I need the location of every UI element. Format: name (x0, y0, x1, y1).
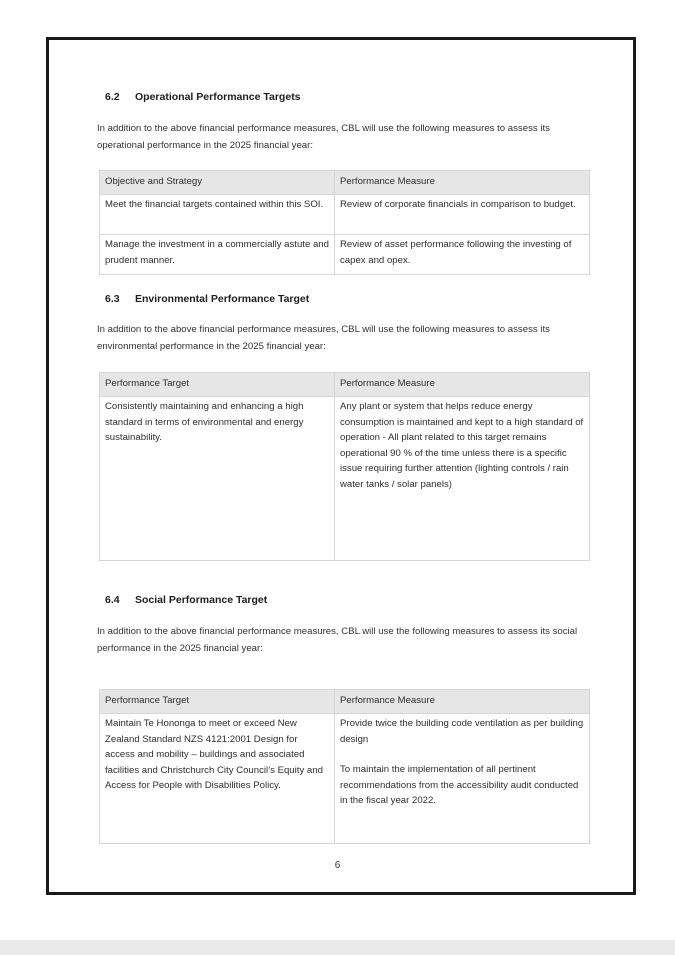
table-header-row (100, 690, 590, 714)
table-cell: Review of asset performance following the investing of capex and opex. (335, 235, 590, 275)
spacer (340, 747, 584, 762)
section-number: 6.4 (105, 594, 120, 606)
table-row (100, 235, 590, 275)
measure-item: Provide twice the building code ventilation as per building design (340, 718, 584, 745)
section-heading-6-2 (105, 91, 301, 103)
table-cell: Any plant or system that helps reduce energy consumption is maintained and kept to a high standard of operation - All plant related to this target remains operational 90 % of the time unless there is a specific issue requiring further attention (lighting controls / rain water tanks / solar panels) (335, 397, 590, 561)
section-number: 6.3 (105, 293, 120, 305)
column-header: Performance Target (100, 373, 335, 397)
section-intro-6-2: In addition to the above financial performance measures, CBL will use the following measures to assess its operational performance in the 2025 financial year: (97, 123, 550, 151)
table-cell: Manage the investment in a commercially astute and prudent manner. (100, 235, 335, 275)
section-heading-6-3 (105, 293, 309, 305)
table-row (100, 397, 590, 561)
table-cell: Meet the financial targets contained within this SOI. (100, 195, 335, 235)
table-row (100, 714, 590, 844)
table-header-row (100, 171, 590, 195)
social-targets-table (99, 689, 590, 844)
column-header: Objective and Strategy (100, 171, 335, 195)
measure-item: To maintain the implementation of all pertinent recommendations from the accessibility audit conducted in the fiscal year 2022. (340, 764, 579, 806)
section-title: Operational Performance Targets (135, 91, 301, 103)
page-bottom-band (0, 940, 675, 955)
table-cell: Review of corporate financials in comparison to budget. (335, 195, 590, 235)
section-intro-6-3: In addition to the above financial performance measures, CBL will use the following measures to assess its environmental performance in the 2025 financial year: (97, 324, 550, 352)
section-intro-6-4: In addition to the above financial performance measures, CBL will use the following measures to assess its social performance in the 2025 financial year: (97, 626, 578, 654)
column-header: Performance Measure (335, 171, 590, 195)
section-title: Social Performance Target (135, 594, 268, 606)
column-header: Performance Measure (335, 373, 590, 397)
section-title: Environmental Performance Target (135, 293, 310, 305)
environmental-targets-table (99, 372, 590, 561)
table-row (100, 195, 590, 235)
table-cell: Consistently maintaining and enhancing a high standard in terms of environmental and energy sustainability. (100, 397, 335, 561)
section-heading-6-4 (105, 594, 267, 606)
section-number: 6.2 (105, 91, 120, 103)
column-header: Performance Measure (335, 690, 590, 714)
table-cell (335, 714, 590, 844)
page-number: 6 (334, 860, 341, 871)
table-cell: Maintain Te Hononga to meet or exceed New Zealand Standard NZS 4121:2001 Design for access and mobility – buildings and associated facilities and Christchurch City Council’s Equity and Access for People with Disabilities Policy. (100, 714, 335, 844)
table-header-row (100, 373, 590, 397)
column-header: Performance Target (100, 690, 335, 714)
operational-targets-table (99, 170, 590, 275)
